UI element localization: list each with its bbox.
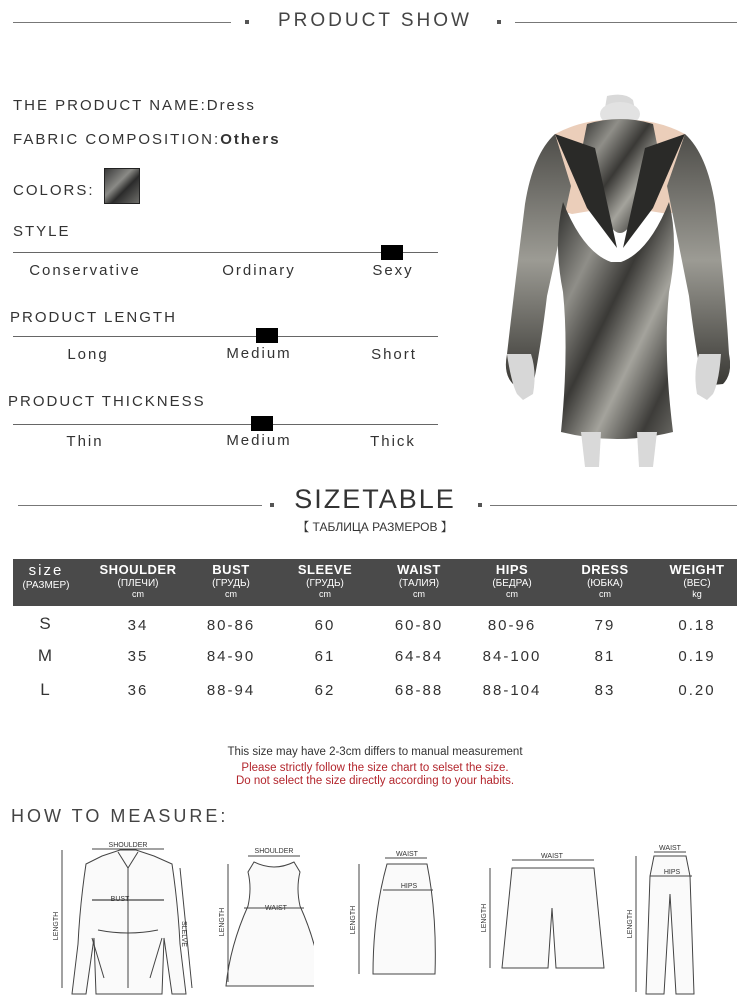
thickness-scale-line — [13, 424, 438, 425]
thickness-option-medium: Medium — [226, 432, 292, 449]
skirt-length-label: LENGTH — [350, 905, 357, 935]
product-photo — [495, 92, 730, 467]
length-option-long: Long — [67, 346, 109, 363]
table-cell: 79 — [594, 617, 616, 634]
table-cell: 68-88 — [394, 682, 444, 699]
table-cell-size: L — [40, 680, 50, 699]
pants-length-label: LENGTH — [627, 909, 634, 939]
style-option-conservative: Conservative — [29, 262, 141, 279]
jacket-length-label: LENGTH — [53, 911, 60, 941]
skirt-diagram — [345, 846, 445, 991]
table-cell: 80-96 — [487, 617, 537, 634]
jacket-bust-label: BUST — [110, 896, 130, 903]
table-cell: 61 — [314, 648, 336, 665]
table-cell-size: M — [37, 646, 53, 665]
color-swatch[interactable] — [104, 168, 140, 204]
dress-waist-label: WAIST — [265, 905, 287, 912]
table-cell: 64-84 — [394, 648, 444, 665]
measurement-note: This size may have 2-3cm differs to manual measurement — [227, 746, 523, 758]
length-title: PRODUCT LENGTH — [10, 309, 177, 326]
pants-hips-label: HIPS — [663, 869, 681, 876]
warning-note-1: Please strictly follow the size chart to selset the size. — [241, 762, 509, 774]
table-cell-size: S — [39, 614, 51, 633]
size-table-header — [13, 559, 737, 606]
length-option-medium: Medium — [226, 345, 292, 362]
length-option-short: Short — [371, 346, 417, 363]
style-option-sexy: Sexy — [372, 262, 414, 279]
style-option-ordinary: Ordinary — [222, 262, 296, 279]
table-cell: 0.18 — [678, 617, 716, 634]
header-hips: HIPS (БЕДРА) cm — [492, 562, 532, 599]
dress-shoulder-label: SHOULDER — [254, 848, 294, 855]
jacket-shoulder-label: SHOULDER — [108, 842, 148, 849]
fabric-composition — [13, 131, 281, 148]
style-scale-line — [13, 252, 438, 253]
thickness-level-marker — [251, 416, 273, 431]
sizetable-title: SIZETABLE — [294, 484, 456, 514]
page-title: PRODUCT SHOW — [278, 10, 472, 31]
jacket-diagram — [52, 838, 197, 998]
fabric-label: FABRIC COMPOSITION: — [13, 131, 221, 148]
dress-diagram — [214, 844, 314, 994]
length-level-marker — [256, 328, 278, 343]
sizetable-dot-right — [478, 503, 482, 507]
header-dot-right — [497, 20, 501, 24]
sizetable-rule-right — [490, 505, 737, 506]
table-cell: 62 — [314, 682, 336, 699]
shorts-length-label: LENGTH — [481, 903, 488, 933]
table-cell: 34 — [127, 617, 149, 634]
product-name: THE PRODUCT NAME:Dress — [13, 97, 256, 114]
table-cell: 83 — [594, 682, 616, 699]
header-waist: WAIST (ТАЛИЯ) cm — [397, 562, 441, 599]
table-cell: 0.20 — [678, 682, 716, 699]
table-cell: 88-94 — [206, 682, 256, 699]
table-cell: 36 — [127, 682, 149, 699]
skirt-hips-label: HIPS — [400, 883, 418, 890]
thickness-title: PRODUCT THICKNESS — [8, 393, 206, 410]
table-cell: 84-90 — [206, 648, 256, 665]
table-cell: 0.19 — [678, 648, 716, 665]
length-scale-line — [13, 336, 438, 337]
colors-label: COLORS: — [13, 182, 95, 199]
skirt-waist-label: WAIST — [396, 851, 418, 858]
style-title: STYLE — [13, 223, 71, 240]
style-level-marker — [381, 245, 403, 260]
table-cell: 60-80 — [394, 617, 444, 634]
thickness-option-thick: Thick — [370, 433, 416, 450]
jacket-sleeve-label: SLELVE — [180, 921, 187, 947]
shorts-diagram — [476, 848, 606, 973]
table-cell: 80-86 — [206, 617, 256, 634]
shorts-waist-label: WAIST — [541, 853, 563, 860]
pants-diagram — [626, 842, 706, 997]
header-bust: BUST (ГРУДЬ) cm — [212, 562, 250, 599]
header-weight: WEIGHT (ВЕС) kg — [669, 562, 725, 599]
dress-length-label: LENGTH — [219, 907, 226, 937]
header-rule-right — [515, 22, 737, 23]
table-cell: 84-100 — [482, 648, 542, 665]
fabric-value: Others — [220, 131, 281, 148]
table-cell: 81 — [594, 648, 616, 665]
header-shoulder: SHOULDER (ПЛЕЧИ) cm — [99, 562, 177, 599]
warning-note-2: Do not select the size directly according to your habits. — [235, 775, 515, 787]
thickness-option-thin: Thin — [66, 433, 104, 450]
pants-waist-label: WAIST — [659, 845, 681, 852]
table-cell: 88-104 — [482, 682, 542, 699]
how-to-measure-title: HOW TO MEASURE: — [11, 806, 229, 826]
header-dress: DRESS (ЮБКА) cm — [581, 562, 629, 599]
table-cell: 35 — [127, 648, 149, 665]
sizetable-subtitle: 【 ТАБЛИЦА РАЗМЕРОВ 】 — [297, 520, 453, 534]
header-size: size (РАЗМЕР) — [22, 562, 70, 591]
header-sleeve: SLEEVE (ГРУДЬ) cm — [297, 562, 353, 599]
table-cell: 60 — [314, 617, 336, 634]
